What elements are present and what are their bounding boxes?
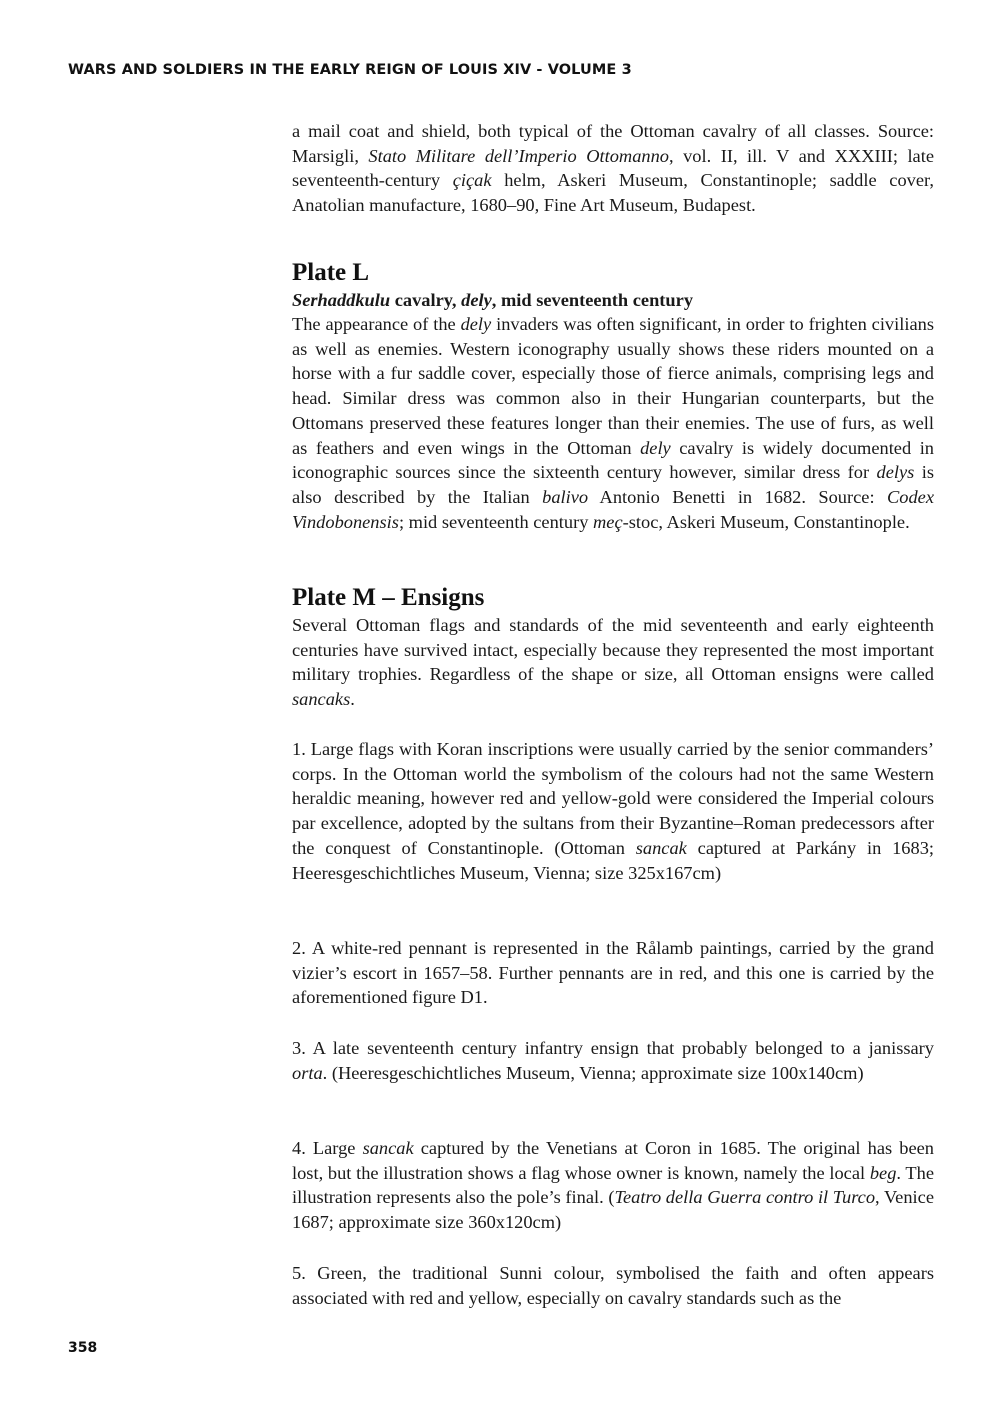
ensign-item-1-text: 1. Large flags with Koran inscriptions were usually carried by the senior commanders’ corps. In the Ottoman world the symbolism of the colours had not the same Western heraldic meaning, however red and yellow-gold were considered the Imperial colours par excellence, adopted by the sultans from their Byzantine–Roman predecessors after the conquest of Constantinople. (Ottoman sancak captured at Parkány in 1683; Heeresgeschichtliches Museum, Vienna; size 325x167cm)	[292, 739, 935, 883]
plate-m-intro: Several Ottoman flags and standards of the mid seventeenth and early eighteenth centuries have survived intact, especially because they represented the most important military trophies. Regardless of the shape or size, all Ottoman ensigns were called sancaks.	[292, 615, 934, 710]
ensign-item-1	[292, 737, 934, 885]
ensign-item-4	[292, 1136, 934, 1235]
ensign-item-4-text: 4. Large sancak captured by the Venetians at Coron in 1685. The original has been lost, but the illustration shows a flag whose owner is known, namely the local beg. The illustration represents also the pole’s final. (Teatro della Guerra contro il Turco, Venice 1687; approximate size 360x120cm)	[292, 1138, 934, 1233]
ensign-item-2	[292, 936, 934, 1010]
intro-section	[292, 119, 934, 218]
plate-m-section	[292, 583, 934, 712]
ensign-item-5	[292, 1261, 934, 1310]
running-head: WARS AND SOLDIERS IN THE EARLY REIGN OF LOUIS XIV - VOLUME 3	[68, 62, 632, 78]
ensign-item-3-text: 3. A late seventeenth century infantry ensign that probably belonged to a janissary orta. (Heeresgeschichtliches Museum, Vienna; approximate size 100x140cm)	[292, 1038, 934, 1083]
ensign-item-2-text: 2. A white-red pennant is represented in the Rålamb paintings, carried by the grand vizier’s escort in 1657–58. Further pennants are in red, and this one is carried by the aforementioned figure D1.	[292, 938, 934, 1008]
ensign-item-3	[292, 1036, 934, 1085]
plate-l-title: Plate L	[292, 259, 370, 286]
intro-paragraph: a mail coat and shield, both typical of the Ottoman cavalry of all classes. Source: Marsigli, Stato Militare dell’Imperio Ottomanno, vol. II, ill. V and XXXIII; late seventeenth-century çiçak helm, Askeri Museum, Constantinople; saddle cover, Anatolian manufacture, 1680–90, Fine Art Museum, Budapest.	[292, 121, 934, 216]
plate-l-subtitle: Serhaddkulu cavalry, dely, mid seventeenth century	[292, 290, 694, 310]
ensign-item-5-text: 5. Green, the traditional Sunni colour, symbolised the faith and often appears associated with red and yellow, especially on cavalry standards such as the	[292, 1263, 934, 1308]
plate-l-section	[292, 258, 934, 534]
plate-m-title: Plate M – Ensigns	[292, 584, 485, 611]
page-number: 358	[68, 1340, 98, 1356]
plate-l-text: The appearance of the dely invaders was often significant, in order to frighten civilians as well as enemies. Western iconography usually shows these riders mounted on a horse with a fur saddle cover, especially those of fierce animals, comprising legs and head. Similar dress was common also in their Hungarian counterparts, but the Ottomans preserved these features longer than their enemies. The use of furs, as well as feathers and even wings in the Ottoman dely cavalry is widely documented in iconographic sources since the sixteenth century however, similar dress for delys is also described by the Italian balivo Antonio Benetti in 1682. Source: Codex Vindobonensis; mid seventeenth century meç-stoc, Askeri Museum, Constantinople.	[292, 314, 934, 532]
